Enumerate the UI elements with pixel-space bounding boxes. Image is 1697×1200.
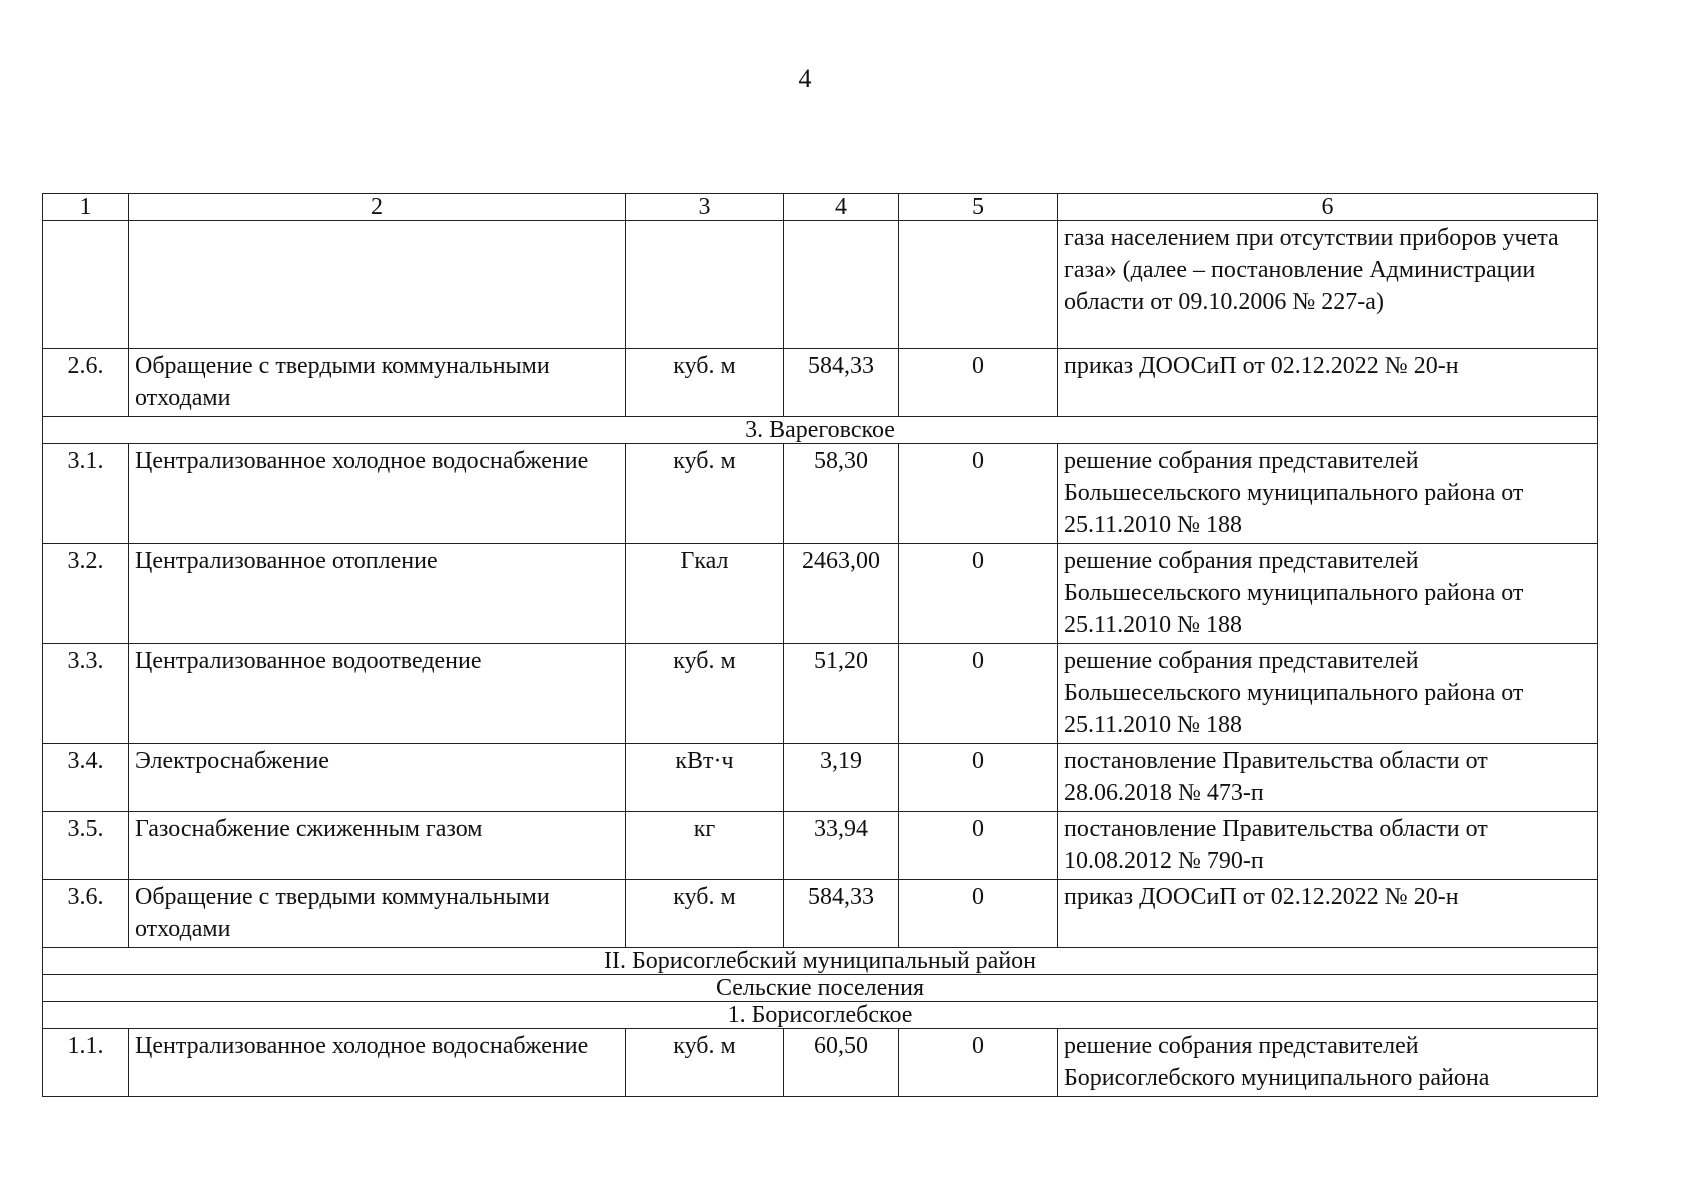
legal-basis: приказ ДООСиП от 02.12.2022 № 20-н (1058, 880, 1598, 948)
value: 2463,00 (784, 544, 899, 644)
value: 60,50 (784, 1029, 899, 1097)
zero-value: 0 (899, 880, 1058, 948)
section-title: Сельские поселения (43, 975, 1598, 1002)
service-name: Централизованное холодное водоснабжение (129, 1029, 626, 1097)
value: 33,94 (784, 812, 899, 880)
row-number: 3.6. (43, 880, 129, 948)
header-row (43, 194, 1598, 221)
header-cell: 2 (129, 194, 626, 221)
row-number (43, 221, 129, 349)
zero-value: 0 (899, 544, 1058, 644)
section-row (43, 948, 1598, 975)
header-cell: 5 (899, 194, 1058, 221)
legal-basis: решение собрания представителей Большесельского муниципального района от 25.11.2010 № 188 (1058, 444, 1598, 544)
legal-basis: решение собрания представителей Борисоглебского муниципального района (1058, 1029, 1598, 1097)
page-number: 4 (798, 64, 812, 93)
unit (626, 221, 784, 349)
row-number: 3.2. (43, 544, 129, 644)
unit: кг (626, 812, 784, 880)
section-row (43, 975, 1598, 1002)
table-row (43, 880, 1598, 948)
table-row (43, 644, 1598, 744)
service-name: Централизованное отопление (129, 544, 626, 644)
value: 584,33 (784, 880, 899, 948)
zero-value: 0 (899, 644, 1058, 744)
legal-basis: решение собрания представителей Большесельского муниципального района от 25.11.2010 № 188 (1058, 644, 1598, 744)
legal-basis: постановление Правительства области от 28.06.2018 № 473-п (1058, 744, 1598, 812)
unit: Гкал (626, 544, 784, 644)
service-name: Обращение с твердыми коммунальными отходами (129, 349, 626, 417)
zero-value: 0 (899, 744, 1058, 812)
zero-value: 0 (899, 349, 1058, 417)
legal-basis: решение собрания представителей Большесельского муниципального района от 25.11.2010 № 188 (1058, 544, 1598, 644)
service-name (129, 221, 626, 349)
service-name: Газоснабжение сжиженным газом (129, 812, 626, 880)
header-cell: 3 (626, 194, 784, 221)
value: 51,20 (784, 644, 899, 744)
service-name: Централизованное водоотведение (129, 644, 626, 744)
section-title: 3. Вареговское (43, 417, 1598, 444)
row-number: 2.6. (43, 349, 129, 417)
table-row (43, 812, 1598, 880)
value: 58,30 (784, 444, 899, 544)
value (784, 221, 899, 349)
unit: куб. м (626, 444, 784, 544)
table-row (43, 744, 1598, 812)
row-number: 3.3. (43, 644, 129, 744)
table-row (43, 544, 1598, 644)
service-name: Электроснабжение (129, 744, 626, 812)
header-cell: 1 (43, 194, 129, 221)
row-number: 3.1. (43, 444, 129, 544)
zero-value: 0 (899, 444, 1058, 544)
unit: куб. м (626, 1029, 784, 1097)
zero-value: 0 (899, 812, 1058, 880)
value: 584,33 (784, 349, 899, 417)
section-title: 1. Борисоглебское (43, 1002, 1598, 1029)
section-row (43, 1002, 1598, 1029)
value: 3,19 (784, 744, 899, 812)
row-number: 1.1. (43, 1029, 129, 1097)
legal-basis: приказ ДООСиП от 02.12.2022 № 20-н (1058, 349, 1598, 417)
table-row (43, 221, 1598, 349)
section-title: II. Борисоглебский муниципальный район (43, 948, 1598, 975)
section-row (43, 417, 1598, 444)
unit: куб. м (626, 880, 784, 948)
legal-basis: постановление Правительства области от 10.08.2012 № 790-п (1058, 812, 1598, 880)
header-cell: 4 (784, 194, 899, 221)
unit: кВт·ч (626, 744, 784, 812)
legal-basis: газа населением при отсутствии приборов учета газа» (далее – постановление Администрации области от 09.10.2006 № 227-а) (1058, 221, 1598, 349)
unit: куб. м (626, 644, 784, 744)
row-number: 3.4. (43, 744, 129, 812)
service-name: Обращение с твердыми коммунальными отходами (129, 880, 626, 948)
zero-value (899, 221, 1058, 349)
service-name: Централизованное холодное водоснабжение (129, 444, 626, 544)
unit: куб. м (626, 349, 784, 417)
table-row (43, 349, 1598, 417)
zero-value: 0 (899, 1029, 1058, 1097)
table-row (43, 444, 1598, 544)
table-row (43, 1029, 1598, 1097)
tariff-table (42, 193, 1598, 1097)
header-cell: 6 (1058, 194, 1598, 221)
row-number: 3.5. (43, 812, 129, 880)
